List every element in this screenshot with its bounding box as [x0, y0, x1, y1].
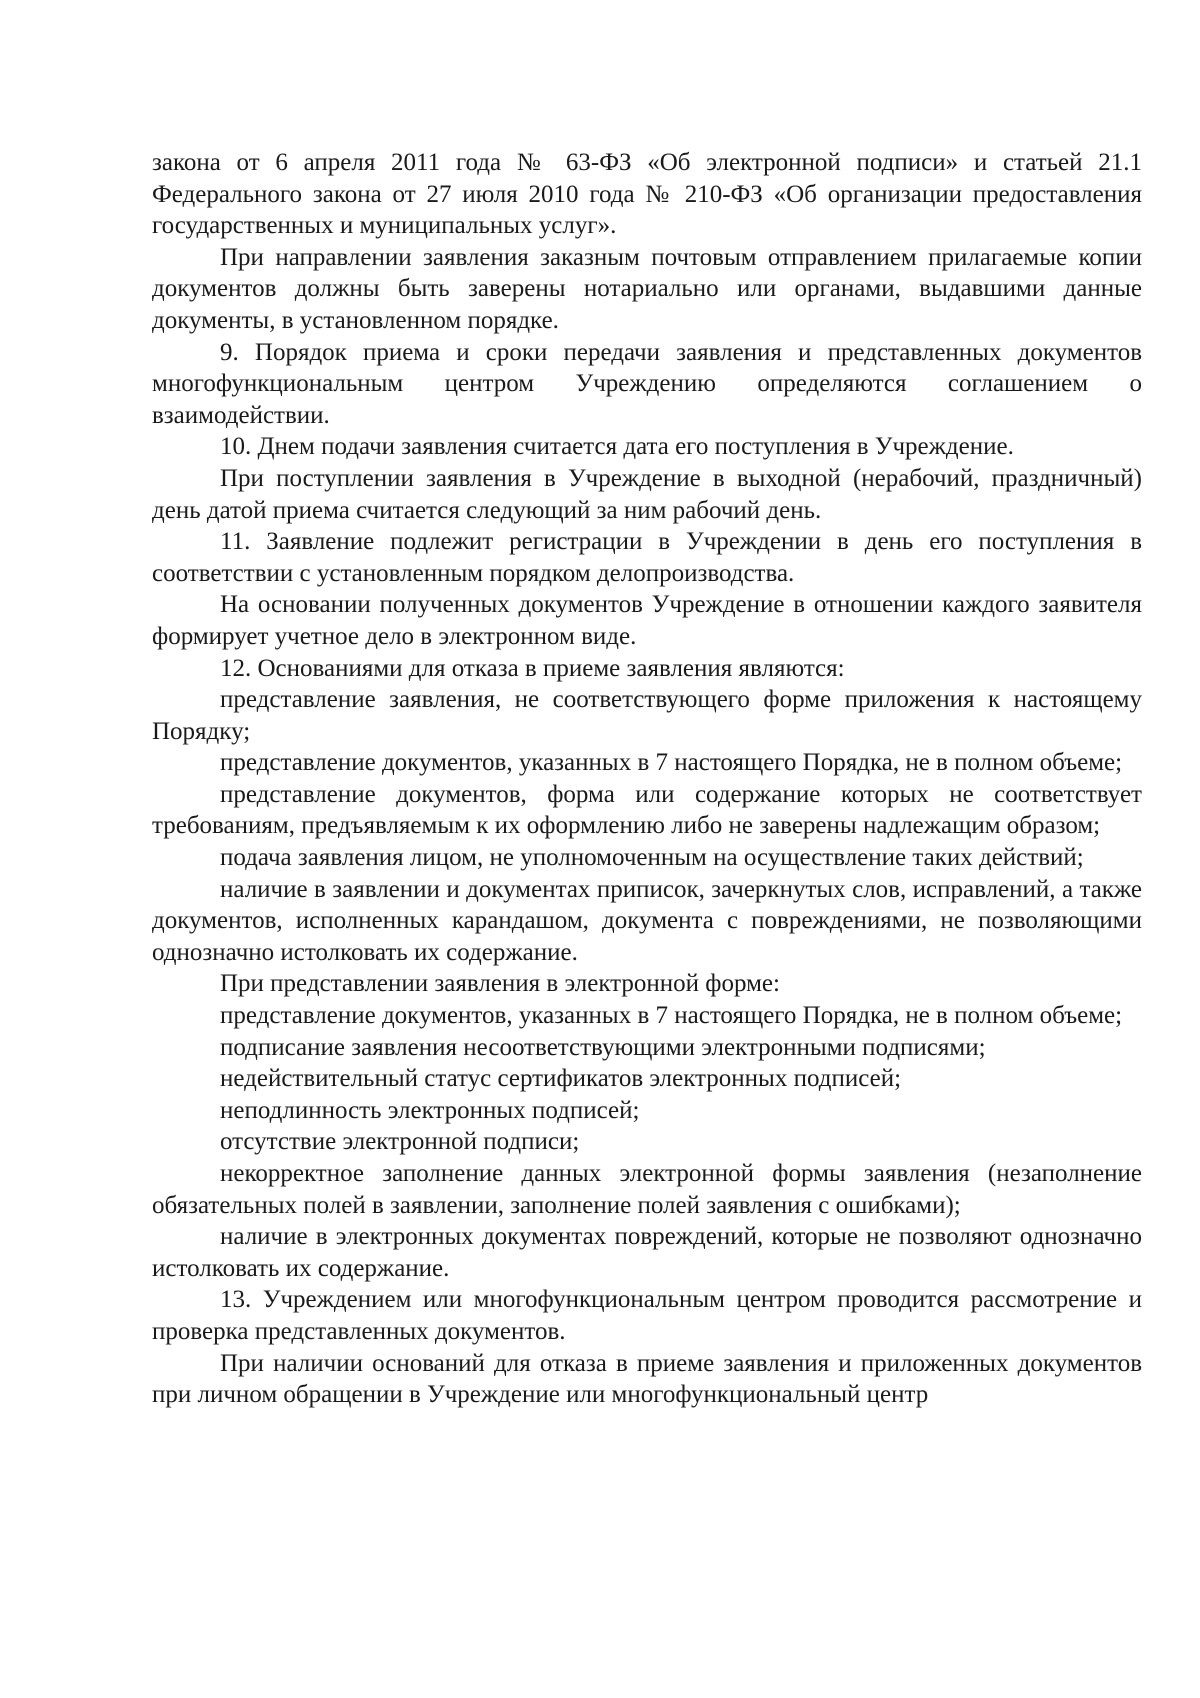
paragraph-item-12: 12. Основаниями для отказа в приеме заявления являются: [220, 654, 845, 682]
paragraph-item-10: 10. Днем подачи заявления считается дата его поступления в Учреждение. [220, 433, 1014, 461]
list-item-refusal-unauthorized: подача заявления лицом, не уполномоченным на осуществление таких действий; [220, 844, 1084, 872]
paragraph-item-13: 13. Учреждением или многофункциональным центром проводится рассмотрение и проверка представленных документов. [152, 1286, 1142, 1345]
paragraph-refusal-grounds: При наличии оснований для отказа в приеме заявления и приложенных документов при личном обращении в Учреждение или многофункциональный центр [152, 1349, 1142, 1409]
list-item-incorrect-form: некорректное заполнение данных электронной формы заявления (незаполнение обязательных полей в заявлении, заполнение полей заявления с ошибками); [152, 1160, 1142, 1219]
list-item-damaged-documents: наличие в электронных документах повреждений, которые не позволяют однозначно истолковать их содержание. [152, 1223, 1142, 1282]
list-item-refusal-corrections: наличие в заявлении и документах приписок, зачеркнутых слов, исправлений, а также документов, исполненных карандашом, документа с повреждениями, не позволяющими однозначно истолковать их содержание. [152, 875, 1142, 966]
list-item-refusal-form: представление заявления, не соответствующего форме приложения к настоящему Порядку; [152, 686, 1142, 745]
paragraph-holiday-rule: При поступлении заявления в Учреждение в выходной (нерабочий, праздничный) день датой приема считается следующий за ним рабочий день. [152, 464, 1142, 524]
list-item-no-signature: отсутствие электронной подписи; [220, 1128, 580, 1156]
list-item-signature-authenticity: неподлинность электронных подписей; [220, 1096, 640, 1124]
paragraph-law-reference: закона от 6 апреля 2011 года № 63-ФЗ «Об электронной подписи» и статьей 21.1 Федерального закона от 27 июля 2010 года № 210-ФЗ «Об организации предоставления государственных и муниципальных услуг». [152, 149, 1142, 240]
list-item-certificate-status: недействительный статус сертификатов электронных подписей; [220, 1065, 902, 1093]
document-body [152, 147, 1142, 1411]
list-item-electronic-incomplete: представление документов, указанных в 7 настоящего Порядка, не в полном объеме; [220, 1002, 1123, 1030]
list-item-electronic-signatures: подписание заявления несоответствующими электронными подписями; [220, 1033, 986, 1061]
paragraph-record-file: На основании полученных документов Учреждение в отношении каждого заявителя формирует учетное дело в электронном виде. [152, 591, 1142, 650]
list-item-refusal-incomplete: представление документов, указанных в 7 настоящего Порядка, не в полном объеме; [220, 749, 1123, 777]
paragraph-postal-submission: При направлении заявления заказным почтовым отправлением прилагаемые копии документов должны быть заверены нотариально или органами, выдавшими данные документы, в установленном порядке. [152, 243, 1142, 334]
paragraph-item-9: 9. Порядок приема и сроки передачи заявления и представленных документов многофункциональным центром Учреждению определяются соглашением о взаимодействии. [152, 338, 1142, 429]
list-item-refusal-content: представление документов, форма или содержание которых не соответствует требованиям, предъявляемым к их оформлению либо не заверены надлежащим образом; [152, 780, 1142, 840]
paragraph-electronic-form: При представлении заявления в электронной форме: [220, 970, 780, 998]
paragraph-item-11: 11. Заявление подлежит регистрации в Учреждении в день его поступления в соответствии с установленным порядком делопроизводства. [152, 528, 1142, 587]
